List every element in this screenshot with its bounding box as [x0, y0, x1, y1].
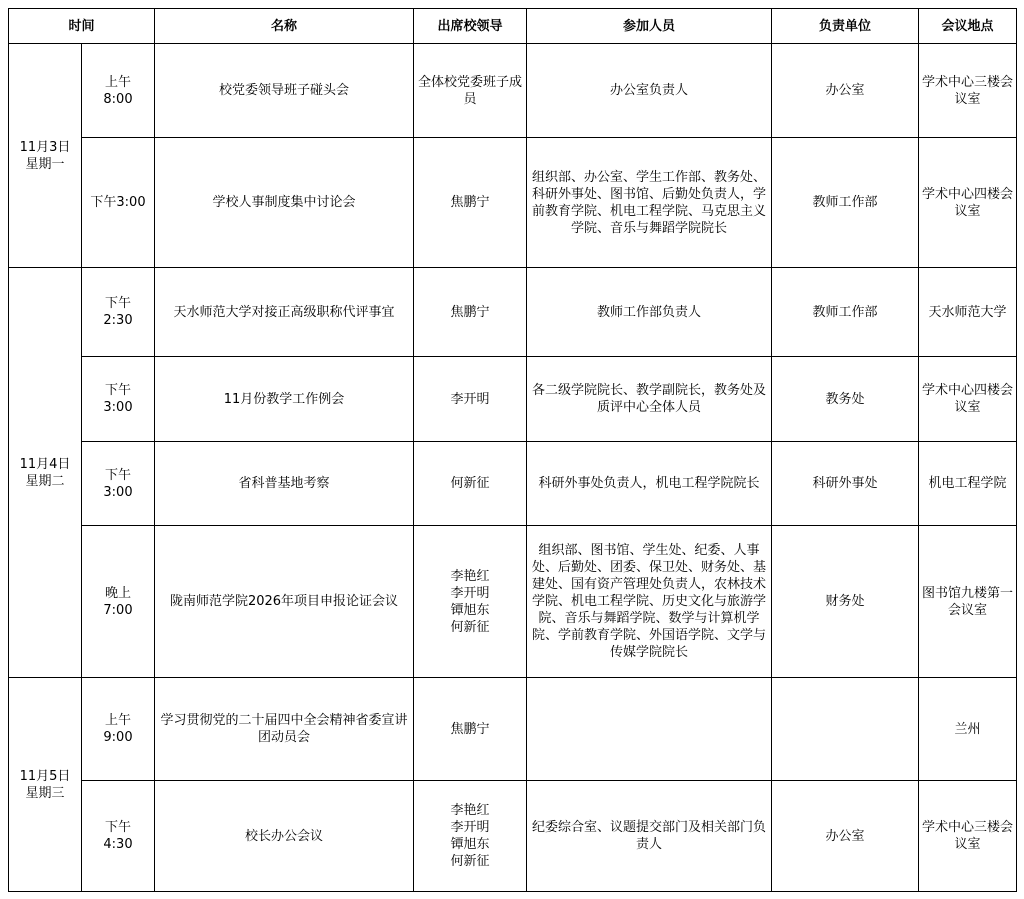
time-period: 下午 [105, 820, 132, 835]
day-weekday: 星期一 [25, 156, 65, 172]
participants-cell: 纪委综合室、议题提交部门及相关部门负责人 [527, 781, 772, 892]
time-period: 上午 [105, 713, 132, 728]
unit-cell: 财务处 [772, 526, 919, 678]
leader-name: 焦鹏宁 [450, 195, 490, 210]
time-clock: 9:00 [103, 730, 133, 745]
location-cell: 学术中心四楼会议室 [919, 357, 1017, 442]
time-cell [82, 781, 155, 892]
day-cell [9, 268, 82, 678]
day-date: 11月4日 [19, 456, 71, 472]
header-location: 会议地点 [919, 9, 1017, 44]
location-cell: 天水师范大学 [919, 268, 1017, 357]
day-weekday: 星期二 [25, 473, 65, 489]
leaders-cell [414, 138, 527, 268]
meeting-schedule-table [8, 8, 1017, 892]
unit-cell: 办公室 [772, 44, 919, 138]
leader-name: 李艳红 [450, 568, 490, 584]
participants-cell: 办公室负责人 [527, 44, 772, 138]
time-period: 上午 [105, 74, 132, 90]
header-participants: 参加人员 [527, 9, 772, 44]
meeting-name: 11月份教学工作例会 [155, 357, 414, 442]
participants-cell: 教师工作部负责人 [527, 268, 772, 357]
leaders-cell [414, 44, 527, 138]
unit-cell: 教务处 [772, 357, 919, 442]
leaders-cell [414, 357, 527, 442]
participants-cell [527, 678, 772, 781]
leader-name: 何新征 [450, 854, 490, 869]
location-cell: 兰州 [919, 678, 1017, 781]
leader-name: 焦鹏宁 [450, 304, 490, 320]
leaders-cell [414, 442, 527, 526]
meeting-name: 校长办公会议 [155, 781, 414, 892]
leader-name: 李艳红 [450, 803, 490, 818]
unit-cell [772, 678, 919, 781]
time-clock: 2:30 [103, 313, 133, 328]
header-time: 时间 [9, 9, 155, 44]
table-row [9, 526, 1017, 678]
leaders-cell [414, 781, 527, 892]
table-row [9, 268, 1017, 357]
header-unit: 负责单位 [772, 9, 919, 44]
table-row [9, 357, 1017, 442]
leader-name: 李开明 [450, 820, 490, 835]
meeting-name: 学校人事制度集中讨论会 [155, 138, 414, 268]
location-cell: 机电工程学院 [919, 442, 1017, 526]
time-clock: 3:00 [103, 484, 133, 500]
leader-name: 何新征 [450, 476, 490, 491]
time-period: 下午 [105, 467, 132, 483]
meeting-name: 校党委领导班子碰头会 [155, 44, 414, 138]
leader-name: 镡旭东 [450, 837, 490, 852]
table-row [9, 44, 1017, 138]
meeting-name: 天水师范大学对接正高级职称代评事宜 [155, 268, 414, 357]
time-period: 下午 [105, 383, 132, 398]
location-cell: 学术中心三楼会议室 [919, 44, 1017, 138]
leaders-cell [414, 268, 527, 357]
participants-cell: 组织部、办公室、学生工作部、教务处、科研外事处、图书馆、后勤处负责人，学前教育学院、机电工程学院、马克思主义学院、音乐与舞蹈学院院长 [527, 138, 772, 268]
time-cell [82, 357, 155, 442]
time-cell [82, 442, 155, 526]
day-date: 11月5日 [19, 768, 71, 784]
location-cell: 学术中心三楼会议室 [919, 781, 1017, 892]
table-row [9, 138, 1017, 268]
day-cell [9, 678, 82, 892]
time-clock: 7:00 [103, 602, 133, 618]
table-row [9, 781, 1017, 892]
time-clock: 3:00 [103, 400, 133, 415]
meeting-name: 陇南师范学院2026年项目申报论证会议 [155, 526, 414, 678]
leaders-cell [414, 526, 527, 678]
time-period: 晚上 [105, 585, 132, 601]
meeting-name: 省科普基地考察 [155, 442, 414, 526]
time-period: 下午3:00 [90, 195, 146, 210]
time-period: 下午 [105, 296, 132, 311]
location-cell: 学术中心四楼会议室 [919, 138, 1017, 268]
time-clock: 8:00 [103, 91, 133, 107]
leader-name: 镡旭东 [450, 602, 490, 618]
time-cell [82, 678, 155, 781]
location-cell: 图书馆九楼第一会议室 [919, 526, 1017, 678]
unit-cell: 教师工作部 [772, 138, 919, 268]
header-name: 名称 [155, 9, 414, 44]
participants-cell: 科研外事处负责人，机电工程学院院长 [527, 442, 772, 526]
table-row [9, 678, 1017, 781]
time-clock: 4:30 [103, 837, 133, 852]
leader-name: 焦鹏宁 [450, 721, 490, 737]
day-cell [9, 44, 82, 268]
participants-cell: 组织部、图书馆、学生处、纪委、人事处、后勤处、团委、保卫处、财务处、基建处、国有资产管理处负责人，农林技术学院、机电工程学院、历史文化与旅游学院、音乐与舞蹈学院、数学与计算机学院、学前教育学院、外国语学院、文学与传媒学院院长 [527, 526, 772, 678]
time-cell [82, 44, 155, 138]
header-leaders: 出席校领导 [414, 9, 527, 44]
unit-cell: 办公室 [772, 781, 919, 892]
unit-cell: 教师工作部 [772, 268, 919, 357]
leaders-cell [414, 678, 527, 781]
leader-name: 李开明 [450, 585, 490, 601]
table-row [9, 442, 1017, 526]
day-weekday: 星期三 [25, 785, 65, 801]
header-row [9, 9, 1017, 44]
meeting-name: 学习贯彻党的二十届四中全会精神省委宣讲团动员会 [155, 678, 414, 781]
leader-name: 全体校党委班子成员 [418, 74, 523, 107]
leader-name: 李开明 [450, 391, 490, 407]
time-cell [82, 526, 155, 678]
time-cell [82, 138, 155, 268]
day-date: 11月3日 [19, 139, 71, 155]
leader-name: 何新征 [450, 619, 490, 635]
participants-cell: 各二级学院院长、教学副院长，教务处及质评中心全体人员 [527, 357, 772, 442]
unit-cell: 科研外事处 [772, 442, 919, 526]
time-cell [82, 268, 155, 357]
